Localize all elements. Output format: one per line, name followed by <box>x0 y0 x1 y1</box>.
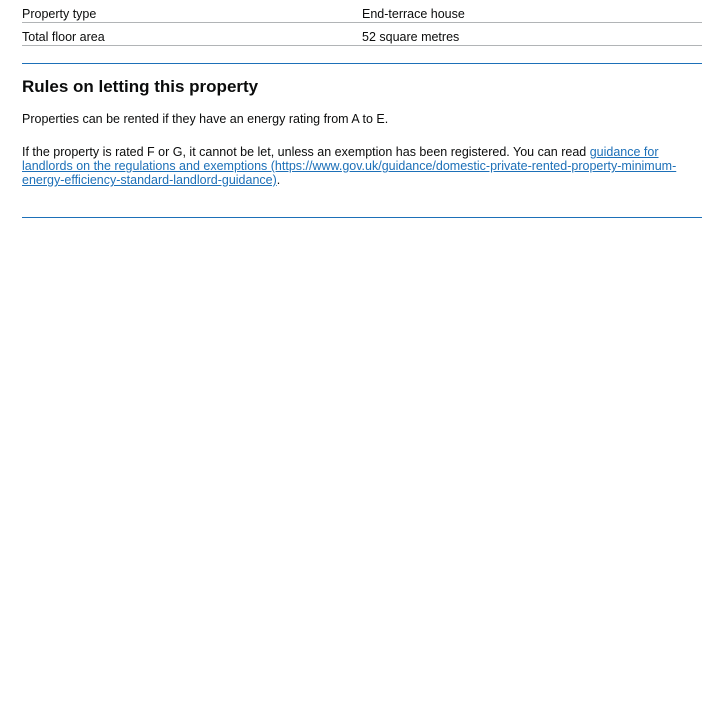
exemption-text: If the property is rated F or G, it cannot be let, unless an exemption has been registered. You can read <box>22 145 590 159</box>
rating-rule-paragraph: Properties can be rented if they have an energy rating from A to E. <box>22 112 389 126</box>
exemption-text-end: . <box>276 173 281 187</box>
summary-row-floor-area <box>22 24 702 46</box>
section-divider <box>22 63 702 64</box>
summary-key: Total floor area <box>22 30 105 44</box>
section-divider <box>22 217 702 218</box>
exemption-paragraph <box>22 145 702 187</box>
summary-row-property-type <box>22 1 702 23</box>
page-content <box>22 0 702 218</box>
landlord-guidance-link[interactable]: guidance for landlords on the regulations and exemptions (https://www.gov.uk/guidance/domestic-private-rented-property-minimum-energy-efficiency-standard-landlord-guidance) <box>22 145 677 187</box>
summary-value: 52 square metres <box>362 30 460 44</box>
summary-key: Property type <box>22 7 97 21</box>
summary-value: End-terrace house <box>362 7 465 21</box>
section-heading: Rules on letting this property <box>22 77 259 96</box>
